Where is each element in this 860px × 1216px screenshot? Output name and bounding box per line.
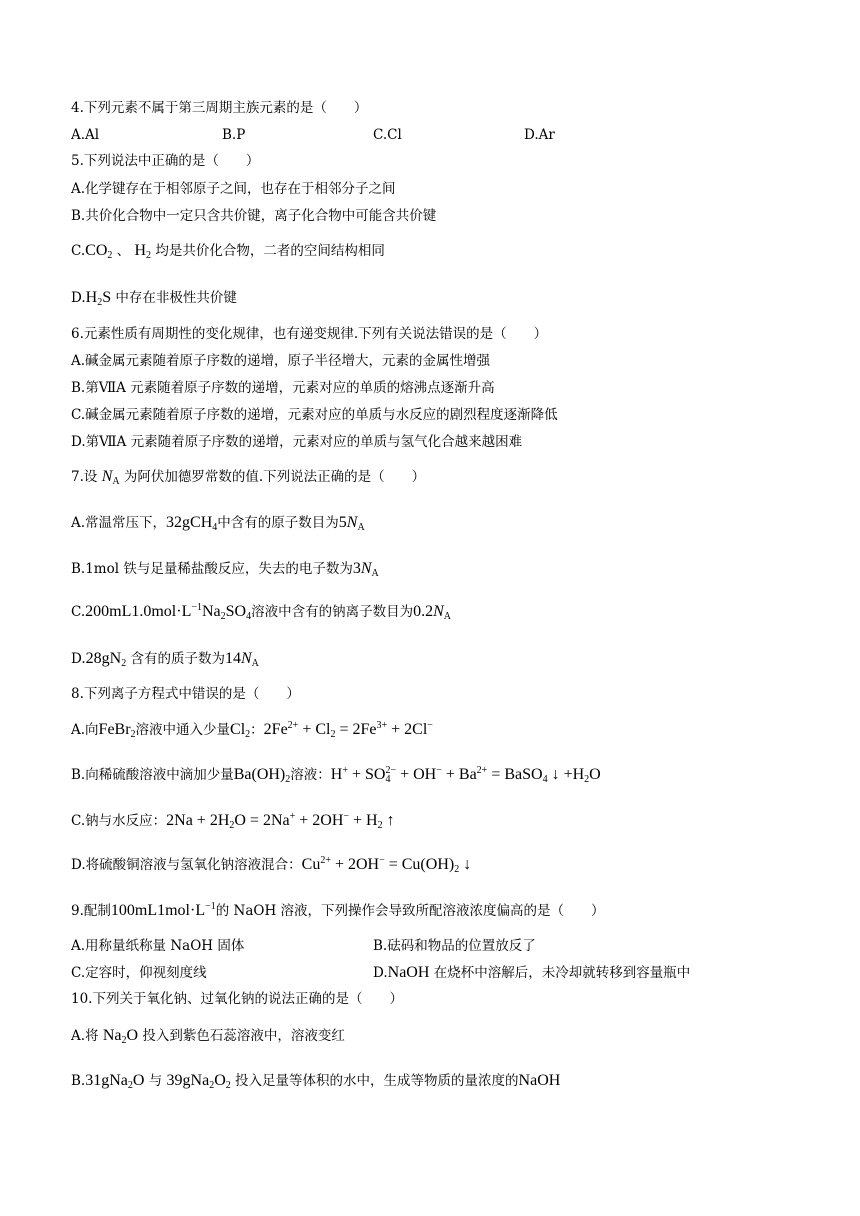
q8-option-c: C.钠与水反应：$2Na + 2H_2O = 2Na^+ + 2OH^- + H_2$ ↑ (71, 811, 395, 831)
q10-option-a: A.将 $Na_2O$ 投入到紫色石蕊溶液中，溶液变红 (71, 1027, 345, 1046)
q9-stem: 9.配制$100mL1mol\cdot L^{-1}$的 NaOH 溶液，下列操作会导致所配溶液浓度偏高的是（ ） (71, 901, 605, 919)
q7-stem: 7.设 $N_A$ 为阿伏加德罗常数的值.下列说法正确的是（ ） (71, 468, 426, 487)
equation-d: $Cu^{2+} + 2OH^- = Cu(OH)_2$ ↓ (301, 855, 472, 875)
formula-ch4: 32gCH$_4$ (166, 514, 218, 533)
formula-na2o2-mass: $39gNa_2O_2$ (166, 1072, 231, 1091)
q8-stem: 8.下列离子方程式中错误的是（ ） (71, 686, 300, 702)
q5-option-b: B.共价化合物中一定只含共价键，离子化合物中可能含共价键 (71, 208, 437, 224)
formula-cl2: $Cl_2$ (230, 721, 251, 740)
q8-option-b: B.向稀硫酸溶液中滴加少量$Ba(OH)_2$溶液：$H^+ + SO_4^{2-} + OH^- + Ba^{2+}$ = BaSO$_4$ ↓ $+H_2O$ (71, 765, 601, 785)
formula-h2: $H_2$ (134, 242, 152, 261)
formula-baoh2: $Ba(OH)_2$ (233, 766, 291, 785)
q8-option-a: A.向FeBr$_2$溶液中通入少量$Cl_2$：$2Fe^{2+} + Cl_2 = 2Fe^{3+} + 2Cl^-$ (71, 720, 433, 740)
q4-option-d: D.Ar (524, 127, 555, 143)
q9-option-d: D.NaOH 在烧杯中溶解后，未冷却就转移到容量瓶中 (373, 964, 691, 981)
q4-option-c: C.Cl (373, 127, 402, 143)
formula-na: $N_A$ (101, 468, 120, 487)
q4-stem: 4.下列元素不属于第三周期主族元素的是（ ） (71, 100, 368, 116)
formula-na2o-mass: 31gNa$_2$O (85, 1072, 145, 1091)
q8-option-d: D.将硫酸铜溶液与氢氧化钠溶液混合：$Cu^{2+} + 2OH^- = Cu(OH)_2$ ↓ (71, 855, 472, 875)
q5-option-c: $C.CO_2$ 、 $H_2$ 均是共价化合物，二者的空间结构相同 (71, 242, 385, 261)
formula-3na: $3N_A$ (352, 560, 379, 579)
formula-na2o: $Na_2O$ (102, 1027, 139, 1046)
formula-solution-9: $100mL1mol\cdot L^{-1}$ (110, 901, 216, 919)
q7-option-b: B.1mol 铁与足量稀盐酸反应，失去的电子数为$3N_A$ (71, 560, 379, 579)
q6-option-b: B.第ⅦA 元素随着原子序数的递增，元素对应的单质的熔沸点逐渐升高 (71, 380, 495, 396)
q7-option-c: $C.200mL1.0mol\cdot L^{-1}Na_2SO_4$溶液中含有的钠离子数目为$0.2N_A$ (71, 602, 452, 622)
formula-co2: $CO_2$ (85, 242, 113, 261)
q5-stem: 5.下列说法中正确的是（ ） (71, 153, 260, 169)
formula-n2: $28gN_2$ (85, 650, 127, 669)
equation-b: $H^+ + SO_4^{2-} + OH^- + Ba^{2+}$ = BaSO$_4$ ↓ $+H_2O$ (330, 765, 601, 785)
formula-5na: $5N_A$ (338, 514, 365, 533)
formula-naoh-b: NaOH (518, 1072, 561, 1089)
formula-14na: $14N_A$ (225, 650, 259, 669)
formula-na2so4-solution: $200mL1.0mol\cdot L^{-1}Na_2SO_4$ (85, 602, 252, 622)
q9-option-b: B.砝码和物品的位置放反了 (373, 938, 536, 954)
q4-option-a: A.Al (71, 127, 100, 143)
q10-option-b: B.31gNa$_2$O 与 $39gNa_2O_2$ 投入足量等体积的水中，生成等物质的量浓度的NaOH (71, 1072, 561, 1091)
formula-0-2na: $0.2N_A$ (413, 603, 452, 622)
q4-option-b: B.P (222, 127, 246, 143)
q6-option-c: C.碱金属元素随着原子序数的递增，元素对应的单质与水反应的剧烈程度逐渐降低 (71, 407, 558, 423)
q5-option-a: A.化学键存在于相邻原子之间，也存在于相邻分子之间 (71, 181, 396, 197)
q6-stem: 6.元素性质有周期性的变化规律，也有递变规律.下列有关说法错误的是（ ） (71, 326, 548, 342)
formula-febr2: FeBr$_2$ (98, 721, 136, 740)
q7-option-a: A.常温常压下，32gCH$_4$中含有的原子数目为$5N_A$ (71, 514, 365, 533)
q9-option-c: C.定容时，仰视刻度线 (71, 965, 207, 981)
formula-naoh: NaOH (387, 964, 430, 981)
q5-option-d: $D.H_2S$ 中存在非极性共价键 (71, 289, 237, 308)
q6-option-d: D.第ⅦA 元素随着原子序数的递增，元素对应的单质与氢气化合越来越困难 (71, 434, 523, 450)
formula-h2s: $H_2S$ (85, 289, 112, 308)
q9-option-a: A.用称量纸称量 NaOH 固体 (71, 938, 245, 954)
q7-option-d: $D.28gN_2$ 含有的质子数为$14N_A$ (71, 650, 259, 669)
q10-stem: 10.下列关于氧化钠、过氧化钠的说法正确的是（ ） (71, 991, 403, 1007)
q6-option-a: A.碱金属元素随着原子序数的递增，原子半径增大，元素的金属性增强 (71, 353, 491, 369)
equation-a: $2Fe^{2+} + Cl_2 = 2Fe^{3+} + 2Cl^-$ (263, 720, 433, 740)
equation-c: $2Na + 2H_2O = 2Na^+ + 2OH^- + H_2$ ↑ (166, 811, 395, 831)
